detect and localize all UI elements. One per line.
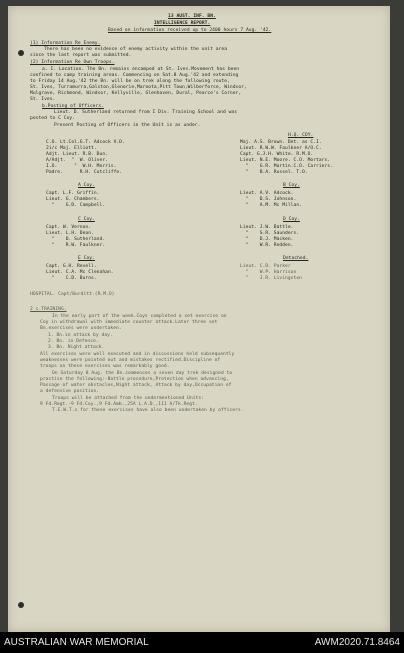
officer-entry: " W.P. Harrison xyxy=(240,270,297,275)
officer-entry: Lieut. C.D. Parker xyxy=(240,264,291,269)
c-coy-heading: C Coy. xyxy=(78,217,95,222)
posting-text: posted to C Coy. xyxy=(30,116,76,121)
officer-entry: Capt. W. Vernon. xyxy=(46,225,92,230)
officer-entry: Lieut. G. Chambers. xyxy=(46,197,100,202)
training-text: T.E.W.T.s for these exercises have also been undertaken by officers. xyxy=(52,408,244,413)
officer-entry: " B.A. Russel. T.O. xyxy=(240,170,308,175)
officer-entry: " A.M. Mc Millan. xyxy=(240,203,302,208)
e-coy-heading: E Coy. xyxy=(78,256,95,261)
officer-entry: " J.R. Livingston xyxy=(240,276,302,281)
posting-heading: b.Posting of Officers. xyxy=(42,104,104,109)
officer-entry: Lieut. A.V. Adcock. xyxy=(240,191,294,196)
training-text: 1. Bn.in attack by day. xyxy=(48,333,113,338)
movement-text: confined to camp training areas. Commencing on Sat.8 Aug.'42 and extending xyxy=(30,73,239,78)
officer-entry: Capt. L.F. Griffin. xyxy=(46,191,100,196)
officer-entry: Lieut. R.W.W. Faulkner A/O.C. xyxy=(240,146,322,151)
movement-text: to Friday 14 Aug.'42 the Bn. will be on trek along the following route, xyxy=(30,79,230,84)
b-coy-heading: B Coy. xyxy=(283,183,300,188)
training-text: 3. Bn. Night attack. xyxy=(48,345,105,350)
officer-entry: " C.D. Burns. xyxy=(46,276,97,281)
present-posting-text: Present Posting of Officers in the Unit is as under. xyxy=(54,123,201,128)
officer-entry: Capt. G.H. Revell. xyxy=(46,264,97,269)
training-text: Bn.exercises were undertaken. xyxy=(40,326,122,331)
training-text: Troops will be attached from the undermentioned Units: xyxy=(52,396,205,401)
training-text: troops on these exercises was remarkably good. xyxy=(40,364,170,369)
footer-bar xyxy=(0,632,404,653)
officer-entry: " G.R. Martin.C.O. Carriers. xyxy=(240,164,333,169)
movement-text: a. I. Location. The Bn. remains encamped at St. Ives.Movement has been xyxy=(42,67,240,72)
officer-entry: Adjt. Lieut. R.B. Dun. xyxy=(46,152,108,157)
section-1-text: There has been no evidence of enemy activity within the unit area xyxy=(44,47,228,52)
officer-entry: Capt. G.J.H. White. R.M.O. xyxy=(240,152,314,157)
section-1-heading: (1) Information Re Enemy. xyxy=(30,41,101,46)
training-text: weaknesses were pointed out and mistakes rectified.Discipline of xyxy=(40,358,221,363)
section-2-heading: (2) Information Re Own Troops. xyxy=(30,60,115,65)
footer-accession-number: AWM2020.71.8464 xyxy=(314,637,400,648)
officer-entry: C.O. Lt.Col.G.T. Adcock V.D. xyxy=(46,140,125,145)
hq-coy-heading: H.Q. COY. xyxy=(288,133,314,138)
officer-entry: " G.D. Campbell. xyxy=(46,203,106,208)
officer-entry: A/Adjt. " W. Oliver. xyxy=(46,158,108,163)
officer-entry: Lieut. J.W. Battle. xyxy=(240,225,294,230)
training-text: In the early part of the week.Coys completed a set exercise on xyxy=(52,314,227,319)
punch-hole xyxy=(18,50,24,56)
d-coy-heading: D Coy. xyxy=(283,217,300,222)
detached-heading: Detached. xyxy=(283,256,309,261)
movement-text: St. Ives, Turramurra,Galston,Glenorie,Maroota,Pitt Town,Wilberforce, Windsor, xyxy=(30,85,247,90)
officer-entry: Lieut. N.E. Moore. C.O. Mortars. xyxy=(240,158,331,163)
training-text: a defensive position. xyxy=(40,389,100,394)
training-text: On Saturday 8 Aug. the Bn.commences a seven day trek designed to xyxy=(52,371,233,376)
officer-entry: Lieut. C.A. Mc Clenahan. xyxy=(46,270,114,275)
punch-hole xyxy=(18,602,24,608)
training-text: Coy in withdrawal with immediate counter attack.Later three set xyxy=(40,320,218,325)
officer-entry: Padre. R.H. Cutcliffe. xyxy=(46,170,123,175)
training-text: practise the following:-Battle procedure,Protection when advancing, xyxy=(40,377,229,382)
report-basis: Based on information received up to 2400 hours 7 Aug. '42. xyxy=(108,28,272,33)
officer-entry: " D.S. Johnson. xyxy=(240,197,297,202)
hospital-line: HOSPITAL. Capt/Burditt.(R.M.O) xyxy=(30,292,115,297)
officer-entry: " D.J. Macken. xyxy=(240,237,294,242)
officer-entry: " W.R. Redden. xyxy=(240,243,294,248)
posting-text: Lieut. D. Sutherland returned from I Div. Training School and was xyxy=(54,110,238,115)
training-text: Passage of water obstacles,Night attack, Attack by day,Occupation of xyxy=(40,383,232,388)
officer-entry: Lieut. L.H. Dean. xyxy=(46,231,94,236)
footer-institution: AUSTRALIAN WAR MEMORIAL xyxy=(4,637,149,648)
training-heading: 2 c.TRAINING. xyxy=(30,307,67,312)
movement-text: Mulgrave, Richmond, Windsor, Kellyville, Glenhaven, Dural, Pearce's Corner, xyxy=(30,91,242,96)
document-page xyxy=(8,6,390,632)
training-text: 2. Bn. in Defence. xyxy=(48,339,99,344)
section-1-text: since the last report was submitted. xyxy=(30,53,132,58)
movement-text: St. Ives. xyxy=(30,97,56,102)
officer-entry: I.O. " W.H. Morris. xyxy=(46,164,117,169)
training-text: All exercises were well executed and in discussions held subsequently xyxy=(40,352,235,357)
a-coy-heading: A Coy. xyxy=(78,183,95,188)
officer-entry: Maj. A.S. Brown. Det. as C.I. xyxy=(240,140,322,145)
report-title: INTELLIGENCE REPORT. xyxy=(154,21,211,26)
officer-entry: " R.W. Faulkner. xyxy=(46,243,106,248)
training-text: 9 Fd.Regt.-9 Fd.Coy.,9 Fd.Amb.,25A L.A.D.,111 A/Tk.Regt. xyxy=(40,402,198,407)
officer-entry: " D. Sutherland. xyxy=(46,237,106,242)
report-unit-title: 13 AUST. INF. BN. xyxy=(168,14,216,19)
officer-entry: 2i/c Maj. Elliott. xyxy=(46,146,97,151)
officer-entry: " S.R. Saunders. xyxy=(240,231,300,236)
